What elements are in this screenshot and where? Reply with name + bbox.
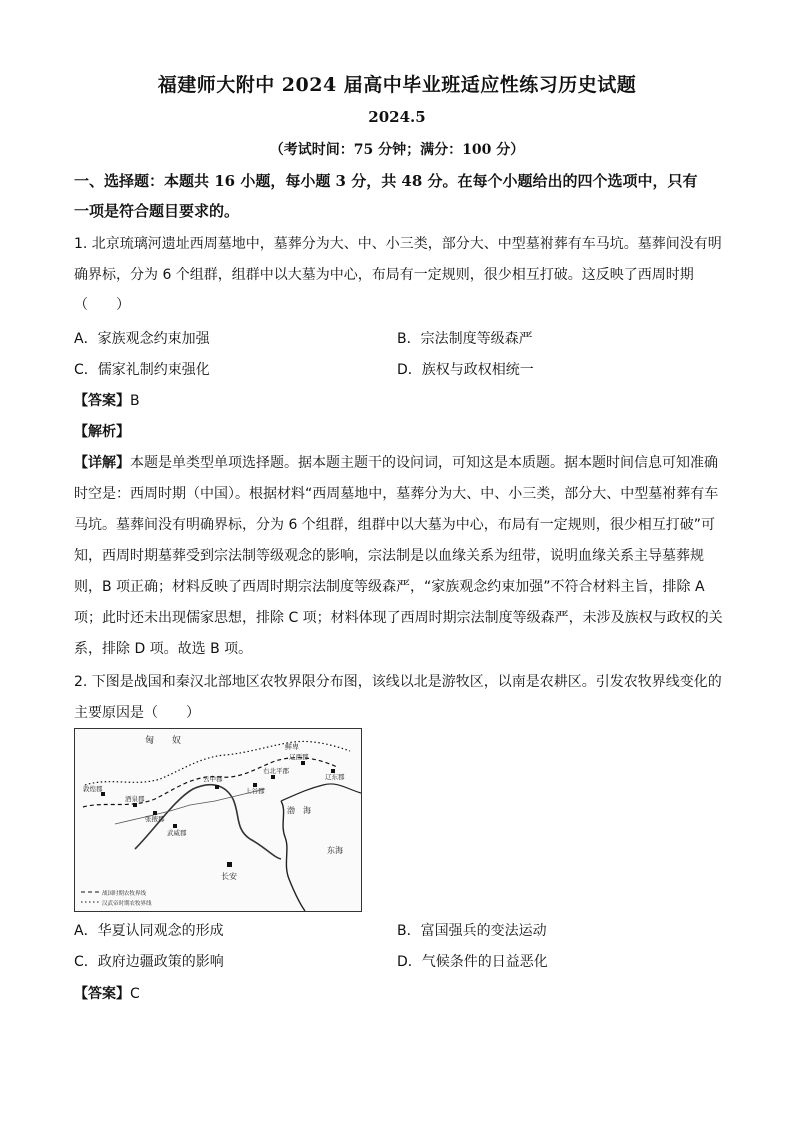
yunzhong-marker xyxy=(215,785,219,789)
q1-detail-line5: 则，B 项正确；材料反映了西周时期宗法制度等级森严，“家族观念约束加强”不符合材料主旨，排除 A xyxy=(74,579,705,595)
label-jiuquan: 酒泉郡 xyxy=(125,795,145,803)
q2-option-d: D．气候条件的日益恶化 xyxy=(397,954,548,970)
q1-detail-line6: 项；此时还未出现儒家思想，排除 C 项；材料体现了西周时期宗法制度等级森严，未涉及族权与政权的关 xyxy=(74,610,723,626)
label-liaodong: 辽东郡 xyxy=(325,773,345,781)
q1-detail-label: 【详解】 xyxy=(74,455,130,471)
q2-answer-label: 【答案】 xyxy=(74,986,130,1002)
label-changan: 长安 xyxy=(221,872,237,881)
q1-detail-line1 xyxy=(74,452,718,472)
q1-option-b: B．宗法制度等级森严 xyxy=(397,331,533,347)
farming-pastoral-boundary-map xyxy=(74,728,362,912)
q1-answer xyxy=(74,390,140,410)
exam-timing: （考试时间：75 分钟；满分：100 分） xyxy=(269,142,525,158)
q1-option-d: D．族权与政权相统一 xyxy=(397,362,534,378)
coastline xyxy=(281,801,305,911)
label-xiongnu: 匈 奴 xyxy=(145,736,182,746)
q1-answer-value: B xyxy=(130,393,140,409)
q2-answer-value: C xyxy=(130,986,140,1002)
q2-option-b: B．富国强兵的变法运动 xyxy=(397,923,547,939)
q2-option-c: C．政府边疆政策的影响 xyxy=(74,954,224,970)
label-youbeiping: 右北平郡 xyxy=(263,767,289,775)
legend-warring-label: 战国时期农牧界线 xyxy=(102,891,147,897)
q1-detail-line4: 知，西周时期墓葬受到宗法制等级观念的影响，宗法制是以血缘关系为纽带，说明血缘关系主导墓葬规 xyxy=(74,548,704,564)
q1-option-c: C．儒家礼制约束强化 xyxy=(74,362,210,378)
q1-option-a: A．家族观念约束加强 xyxy=(74,331,210,347)
jiuquan-marker xyxy=(133,803,137,807)
legend-han-label: 汉武帝时期农牧界线 xyxy=(102,901,152,907)
section-heading-line1: 一、选择题：本题共 16 小题，每小题 3 分，共 48 分。在每个小题给出的四个选项中，只有 xyxy=(74,172,698,190)
label-liaoxi: 辽西郡 xyxy=(289,753,309,761)
label-zhangye: 张掖郡 xyxy=(145,815,165,823)
q1-detail-line2: 时空是：西周时期（中国）。根据材料“西周墓地中，墓葬分为大、中、小三类，部分大、中型墓祔葬有车 xyxy=(74,486,719,502)
coastline-north xyxy=(281,784,361,801)
q2-stem-line1: 2. 下图是战国和秦汉北部地区农牧界限分布图，该线以北是游牧区，以南是农耕区。引发农牧界线变化的 xyxy=(74,674,722,690)
q2-option-a: A．华夏认同观念的形成 xyxy=(74,923,224,939)
q1-detail-text1: 本题是单类型单项选择题。据本题主题干的设问词，可知这是本质题。据本题时间信息可知准确 xyxy=(130,455,718,471)
exam-date: 2024.5 xyxy=(368,108,426,126)
liaoxi-marker xyxy=(301,761,305,765)
wuwei-marker xyxy=(173,824,177,828)
q2-stem-line2: 主要原因是（ ） xyxy=(74,705,200,721)
label-yunzhong: 云中郡 xyxy=(203,775,223,783)
page-title: 福建师大附中 2024 届高中毕业班适应性练习历史试题 xyxy=(157,74,637,96)
label-wuwei: 武威郡 xyxy=(167,829,187,837)
changan-marker xyxy=(227,862,232,867)
q1-stem-line2: 确界标，分为 6 个组群，组群中以大墓为中心，布局有一定规则，很少相互打破。这反映了西周时期 xyxy=(74,267,694,283)
label-bohai: 渤 海 xyxy=(287,806,311,815)
q2-answer xyxy=(74,983,140,1003)
q1-analysis-label: 【解析】 xyxy=(74,424,130,440)
label-dunhuang: 敦煌郡 xyxy=(83,785,103,793)
q1-answer-label: 【答案】 xyxy=(74,393,130,409)
youbeiping-marker xyxy=(271,775,275,779)
q1-stem-line3: （ ） xyxy=(74,297,130,313)
section-heading-line2: 一项是符合题目要求的。 xyxy=(74,202,240,220)
q1-detail-line7: 系，排除 D 项。故选 B 项。 xyxy=(74,641,253,657)
q1-detail-line3: 马坑。墓葬间没有明确界标，分为 6 个组群，组群中以大墓为中心，布局有一定规则，很少相互打破”可 xyxy=(74,517,716,533)
label-xianbei: 鲜卑 xyxy=(285,743,299,751)
label-shanggu: 上谷郡 xyxy=(245,787,265,795)
q1-stem-line1: 1. 北京琉璃河遗址西周墓地中，墓葬分为大、中、小三类，部分大、中型墓祔葬有车马坑。墓葬间没有明 xyxy=(74,236,722,252)
label-donghai: 东海 xyxy=(327,846,343,855)
